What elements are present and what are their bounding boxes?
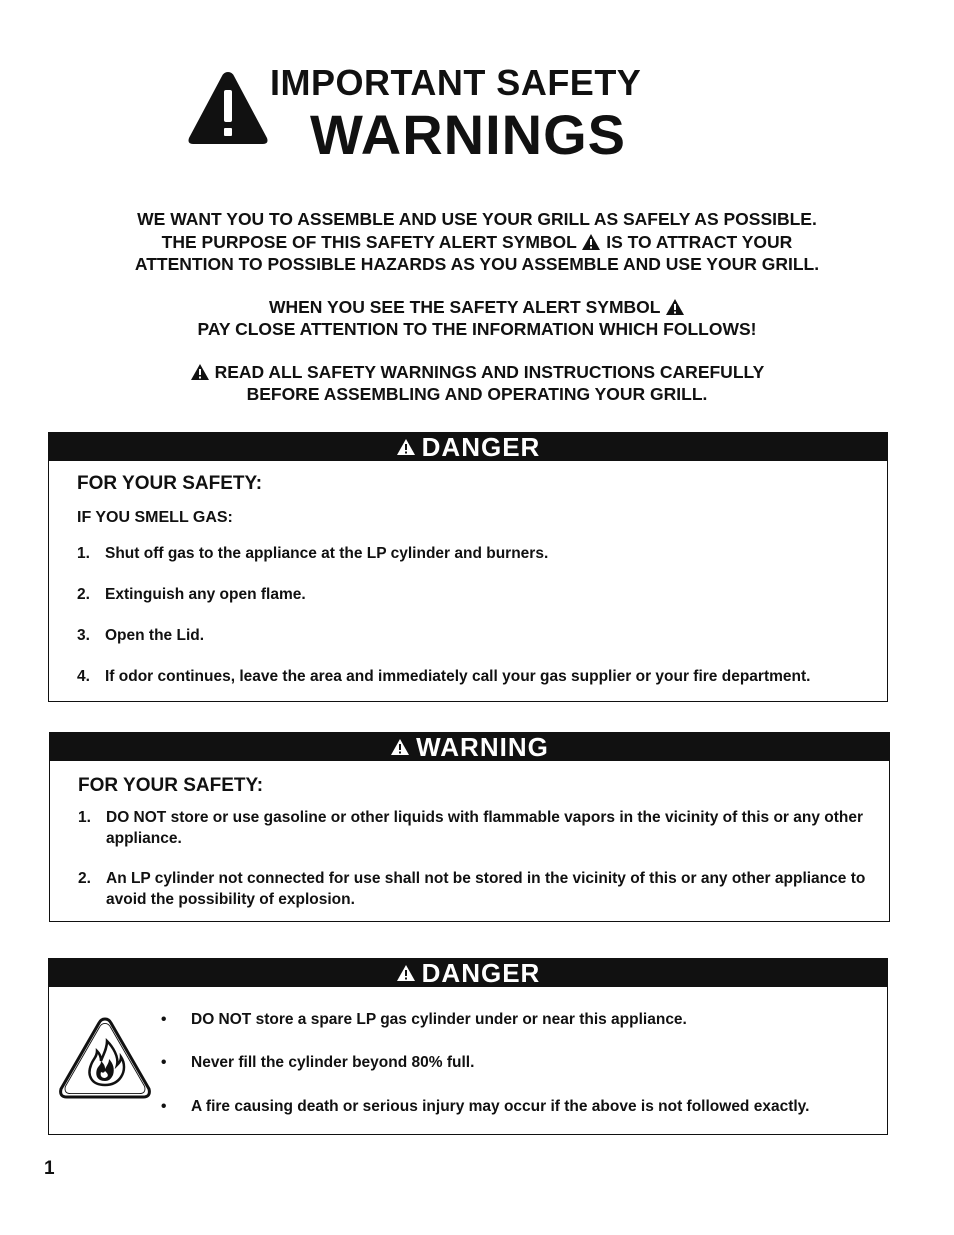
list-item: • A fire causing death or serious injury may occur if the above is not followed exactly. bbox=[161, 1098, 810, 1115]
page-number: 1 bbox=[44, 1158, 55, 1179]
danger-title-bar bbox=[49, 433, 887, 461]
page-header bbox=[186, 62, 706, 166]
warning-title: WARNING bbox=[416, 732, 549, 762]
section-subheading: IF YOU SMELL GAS: bbox=[77, 509, 233, 526]
danger-box-gas bbox=[48, 432, 888, 702]
header-title-line1: IMPORTANT SAFETY bbox=[270, 62, 642, 103]
intro-line: WHEN YOU SEE THE SAFETY ALERT SYMBOL bbox=[48, 296, 906, 319]
list-item: 1. DO NOT store or use gasoline or other liquids with flammable vapors in the vicinity of this or any other appliance. bbox=[78, 809, 864, 847]
safety-alert-icon bbox=[390, 738, 410, 756]
warning-title-bar bbox=[50, 733, 889, 761]
intro-line: BEFORE ASSEMBLING AND OPERATING YOUR GRILL. bbox=[246, 384, 708, 404]
warning-triangle-icon bbox=[186, 68, 270, 151]
safety-alert-icon bbox=[581, 233, 601, 251]
danger-title-bar bbox=[49, 959, 887, 987]
safety-alert-icon bbox=[396, 964, 416, 982]
list-item: 2. Extinguish any open flame. bbox=[77, 586, 306, 603]
bullet-list bbox=[161, 1009, 867, 1117]
intro-line: READ ALL SAFETY WARNINGS AND INSTRUCTIONS CAREFULLY bbox=[48, 361, 906, 384]
warning-box bbox=[49, 732, 890, 922]
danger-title: DANGER bbox=[421, 958, 541, 988]
danger-box-cylinder bbox=[48, 958, 888, 1135]
section-heading: FOR YOUR SAFETY: bbox=[77, 473, 263, 494]
instruction-list bbox=[77, 543, 867, 687]
list-item: • Never fill the cylinder beyond 80% full. bbox=[161, 1054, 475, 1071]
intro-line: PAY CLOSE ATTENTION TO THE INFORMATION WHICH FOLLOWS! bbox=[197, 319, 757, 339]
danger-title: DANGER bbox=[421, 432, 541, 462]
list-item: 3. Open the Lid. bbox=[77, 627, 205, 644]
fire-hazard-icon bbox=[57, 1015, 153, 1106]
instruction-list bbox=[78, 807, 869, 910]
list-item: 1. Shut off gas to the appliance at the LP cylinder and burners. bbox=[77, 545, 549, 562]
header-title-line2: WARNINGS bbox=[310, 103, 626, 166]
section-heading: FOR YOUR SAFETY: bbox=[78, 775, 264, 796]
safety-alert-icon bbox=[665, 298, 685, 316]
list-item: • DO NOT store a spare LP gas cylinder under or near this appliance. bbox=[161, 1011, 687, 1028]
safety-alert-icon bbox=[396, 438, 416, 456]
list-item: 4. If odor continues, leave the area and immediately call your gas supplier or your fire department. bbox=[77, 668, 811, 685]
list-item: 2. An LP cylinder not connected for use shall not be stored in the vicinity of this or any other appliance to avoid the possibility of explosion. bbox=[78, 870, 866, 908]
intro-line: ATTENTION TO POSSIBLE HAZARDS AS YOU ASSEMBLE AND USE YOUR GRILL. bbox=[134, 254, 820, 274]
intro-line: THE PURPOSE OF THIS SAFETY ALERT SYMBOL IS TO ATTRACT YOUR bbox=[161, 231, 793, 252]
intro-text bbox=[48, 208, 906, 406]
intro-line: WE WANT YOU TO ASSEMBLE AND USE YOUR GRILL AS SAFELY AS POSSIBLE. bbox=[137, 209, 817, 229]
safety-alert-icon bbox=[190, 363, 210, 381]
